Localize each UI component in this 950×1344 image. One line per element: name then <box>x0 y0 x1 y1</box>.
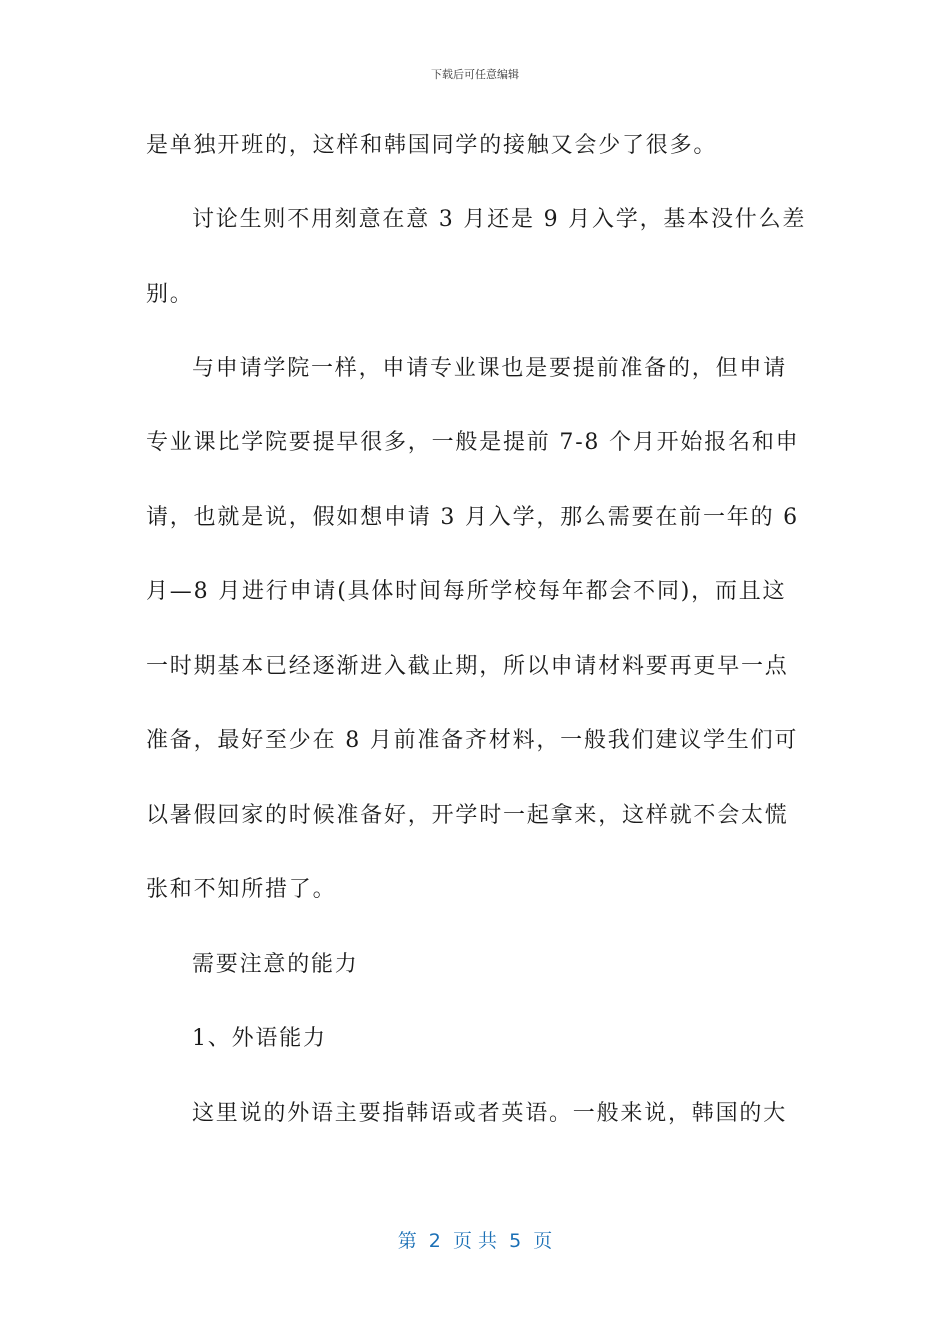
body-line: 请，也就是说，假如想申请 3 月入学，那么需要在前一年的 6 <box>146 505 799 530</box>
subsection-heading: 1、外语能力 <box>192 1026 327 1051</box>
body-line: 张和不知所措了。 <box>146 877 337 902</box>
section-heading: 需要注意的能力 <box>192 952 359 977</box>
body-line: 以暑假回家的时候准备好，开学时一起拿来，这样就不会太慌 <box>146 803 789 828</box>
body-line: 别。 <box>146 282 194 307</box>
body-line: 是单独开班的，这样和韩国同学的接触又会少了很多。 <box>146 133 718 158</box>
body-line: 专业课比学院要提早很多，一般是提前 7-8 个月开始报名和申 <box>146 430 800 455</box>
body-line: 月—8 月进行申请(具体时间每所学校每年都会不同)，而且这 <box>146 579 787 604</box>
body-line: 准备，最好至少在 8 月前准备齐材料，一般我们建议学生们可 <box>146 728 799 753</box>
body-line: 讨论生则不用刻意在意 3 月还是 9 月入学，基本没什么差 <box>192 207 807 232</box>
page-header-note: 下载后可任意编辑 <box>431 68 519 81</box>
page-number-footer: 第 2 页 共 5 页 <box>397 1230 553 1252</box>
body-line: 与申请学院一样，申请专业课也是要提前准备的，但申请 <box>192 356 788 381</box>
body-line: 一时期基本已经逐渐进入截止期，所以申请材料要再更早一点 <box>146 654 789 679</box>
body-line: 这里说的外语主要指韩语或者英语。一般来说，韩国的大 <box>192 1101 788 1126</box>
